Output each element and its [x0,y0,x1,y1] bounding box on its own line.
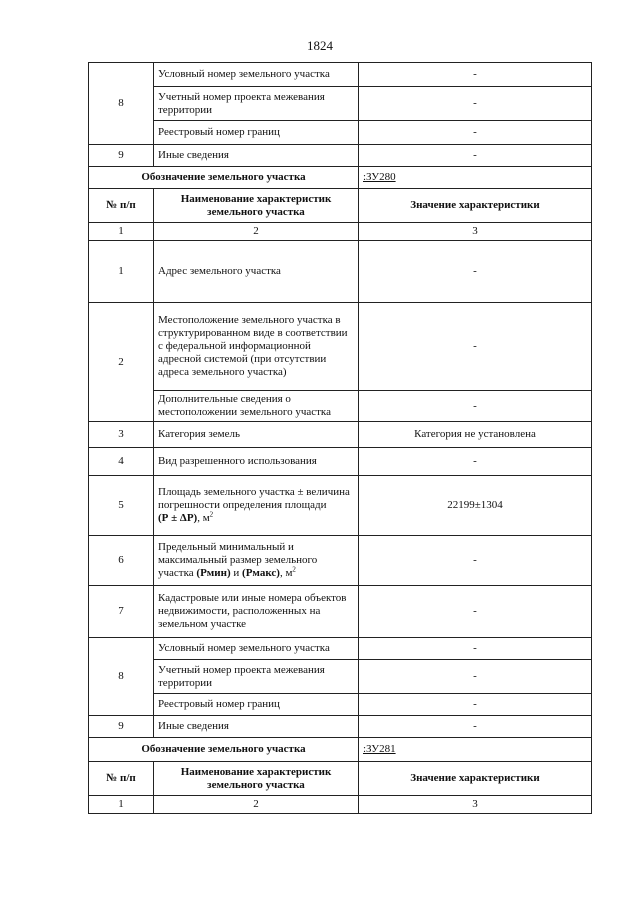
size-label: Предельный минимальный и максимальный размер земельного участка [158,541,318,579]
plot-designation-code: :ЗУ280 [359,167,592,189]
characteristic-value: Категория не установлена [359,422,592,448]
table-row [89,391,592,422]
table-row [89,303,592,391]
row-number: 3 [89,422,154,448]
header-value: Значение характеристики [359,762,592,796]
characteristic-name [154,536,359,586]
characteristic-name: Вид разрешенного использования [154,448,359,476]
row-number: 4 [89,448,154,476]
table-row [89,87,592,121]
characteristic-name [154,476,359,536]
characteristic-value: - [359,241,592,303]
column-index: 3 [359,223,592,241]
characteristic-name: Учетный номер проекта межевания территории [154,660,359,694]
row-number: 9 [89,716,154,738]
table-row [89,586,592,638]
characteristic-name: Иные сведения [154,145,359,167]
characteristic-name: Местоположение земельного участка в структурированном виде в соответствии с федеральной информационной адресной системой (при отсутствии адреса земельного участка) [154,303,359,391]
row-number: 8 [89,63,154,145]
row-number: 7 [89,586,154,638]
header-value: Значение характеристики [359,189,592,223]
table-header-row [89,762,592,796]
table-row [89,660,592,694]
plot-designation-row [89,738,592,762]
table-row [89,476,592,536]
column-index: 3 [359,796,592,814]
plot-designation-row [89,167,592,189]
size-unit-exponent: 2 [292,565,296,574]
row-number: 6 [89,536,154,586]
characteristic-name: Условный номер земельного участка [154,63,359,87]
header-name: Наименование характеристик земельного участка [154,762,359,796]
column-index: 1 [89,223,154,241]
characteristic-name: Адрес земельного участка [154,241,359,303]
characteristic-value: - [359,694,592,716]
plot-designation-label: Обозначение земельного участка [89,738,359,762]
header-number: № п/п [89,762,154,796]
area-unit: , м [197,512,210,524]
area-label: Площадь земельного участка ± величина погрешности определения площади [158,486,350,511]
column-index-row [89,796,592,814]
table-row [89,422,592,448]
column-index: 1 [89,796,154,814]
characteristic-value: 22199±1304 [359,476,592,536]
characteristic-value: - [359,391,592,422]
table-row [89,536,592,586]
page-number: 1824 [307,38,333,53]
characteristic-name: Категория земель [154,422,359,448]
column-index: 2 [154,796,359,814]
characteristic-value: - [359,660,592,694]
characteristic-value: - [359,145,592,167]
row-number: 5 [89,476,154,536]
column-index-row [89,223,592,241]
size-min: (Рмин) [196,567,231,579]
row-number: 9 [89,145,154,167]
size-conj: и [233,567,240,579]
characteristic-value: - [359,536,592,586]
characteristic-value: - [359,121,592,145]
header-number: № п/п [89,189,154,223]
characteristic-name: Дополнительные сведения о местоположении земельного участка [154,391,359,422]
row-number: 8 [89,638,154,716]
characteristic-value: - [359,716,592,738]
table-row [89,145,592,167]
row-number: 1 [89,241,154,303]
plot-characteristics-table [88,62,592,814]
characteristic-name: Реестровый номер границ [154,121,359,145]
table-row [89,448,592,476]
characteristic-value: - [359,63,592,87]
size-unit: , м [279,567,293,579]
header-name: Наименование характеристик земельного участка [154,189,359,223]
characteristic-name: Учетный номер проекта межевания территории [154,87,359,121]
plot-designation-code: :ЗУ281 [359,738,592,762]
characteristic-name: Реестровый номер границ [154,694,359,716]
size-max: (Рмакс) [242,567,280,579]
table-row [89,638,592,660]
table-row [89,121,592,145]
characteristic-value: - [359,303,592,391]
area-unit-exponent: 2 [209,510,214,519]
table-row [89,694,592,716]
column-index: 2 [154,223,359,241]
table-row [89,241,592,303]
characteristic-value: - [359,448,592,476]
table-header-row [89,189,592,223]
row-number: 2 [89,303,154,422]
characteristic-name: Иные сведения [154,716,359,738]
characteristic-value: - [359,586,592,638]
table-row [89,716,592,738]
plot-designation-label: Обозначение земельного участка [89,167,359,189]
table-row [89,63,592,87]
characteristic-value: - [359,638,592,660]
characteristic-value: - [359,87,592,121]
characteristic-name: Кадастровые или иные номера объектов недвижимости, расположенных на земельном участке [154,586,359,638]
characteristic-name: Условный номер земельного участка [154,638,359,660]
area-formula: (Р ± ΔР) [158,512,198,524]
